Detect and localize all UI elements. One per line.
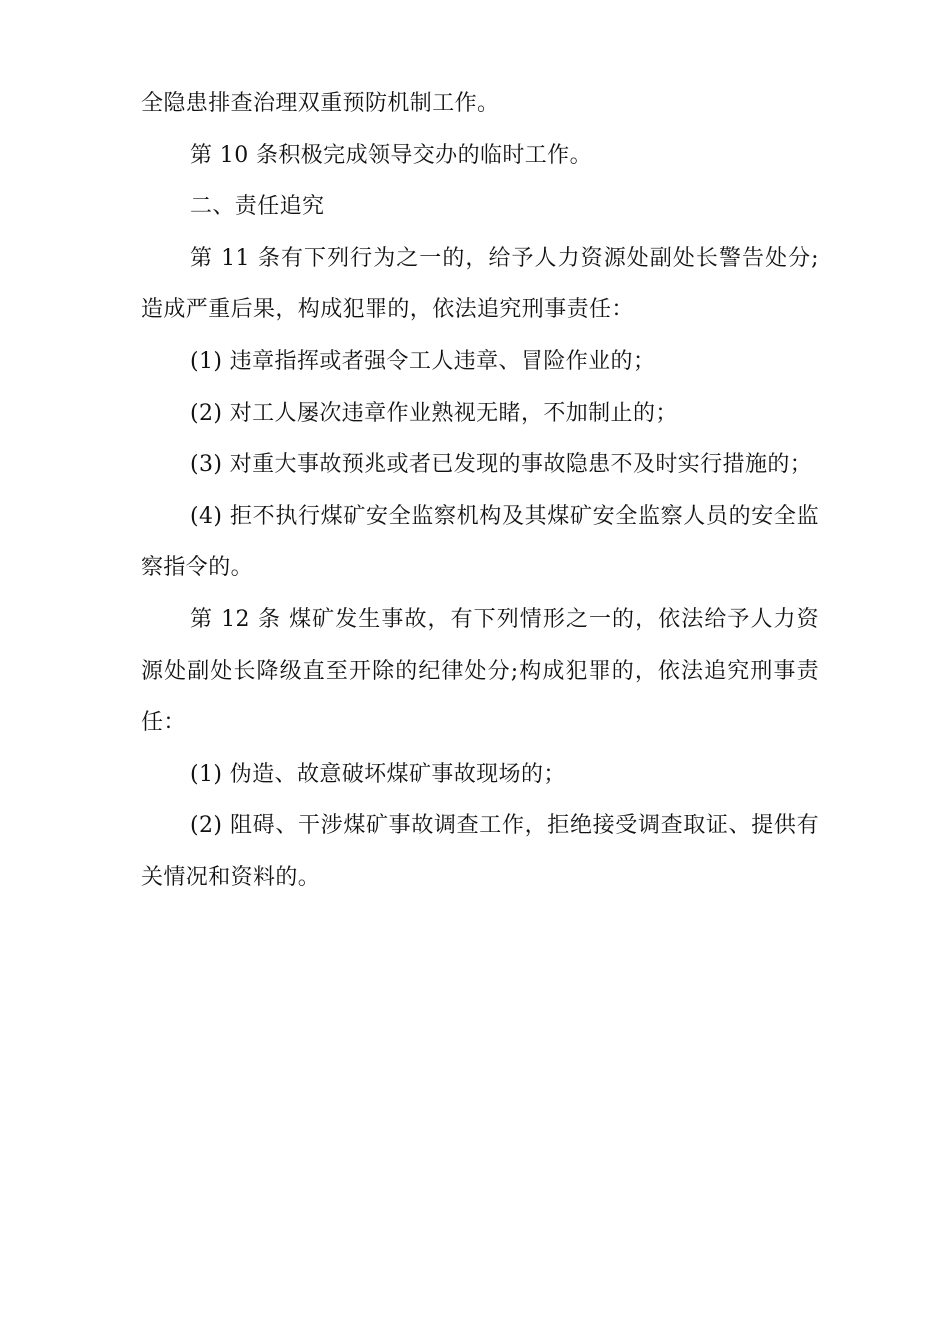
article-12-paragraph: 第 12 条 煤矿发生事故，有下列情形之一的，依法给予人力资源处副处长降级直至开除的纪律处分;构成犯罪的，依法追究刑事责任： <box>141 606 819 736</box>
article-11-item-4: (4) 拒不执行煤矿安全监察机构及其煤矿安全监察人员的安全监察指令的。 <box>141 503 819 581</box>
article-11-paragraph: 第 11 条有下列行为之一的，给予人力资源处副处长警告处分;造成严重后果，构成犯罪的，依法追究刑事责任： <box>141 245 819 323</box>
article-11-item-3: (3) 对重大事故预兆或者已发现的事故隐患不及时实行措施的； <box>190 452 813 478</box>
article-11-item-1: (1) 违章指挥或者强令工人违章、冒险作业的； <box>190 348 656 374</box>
section-heading-liability: 二、责任追究 <box>190 194 325 220</box>
document-body <box>141 78 819 904</box>
article-10-paragraph: 第 10 条积极完成领导交办的临时工作。 <box>190 142 592 168</box>
article-12-item-2: (2) 阻碍、干涉煤矿事故调查工作，拒绝接受调查取证、提供有关情况和资料的。 <box>141 813 819 890</box>
article-12-item-1: (1) 伪造、故意破坏煤矿事故现场的； <box>190 761 566 787</box>
paragraph-continuation: 全隐患排查治理双重预防机制工作。 <box>141 91 500 116</box>
article-11-item-2: (2) 对工人屡次违章作业熟视无睹，不加制止的； <box>190 400 678 426</box>
